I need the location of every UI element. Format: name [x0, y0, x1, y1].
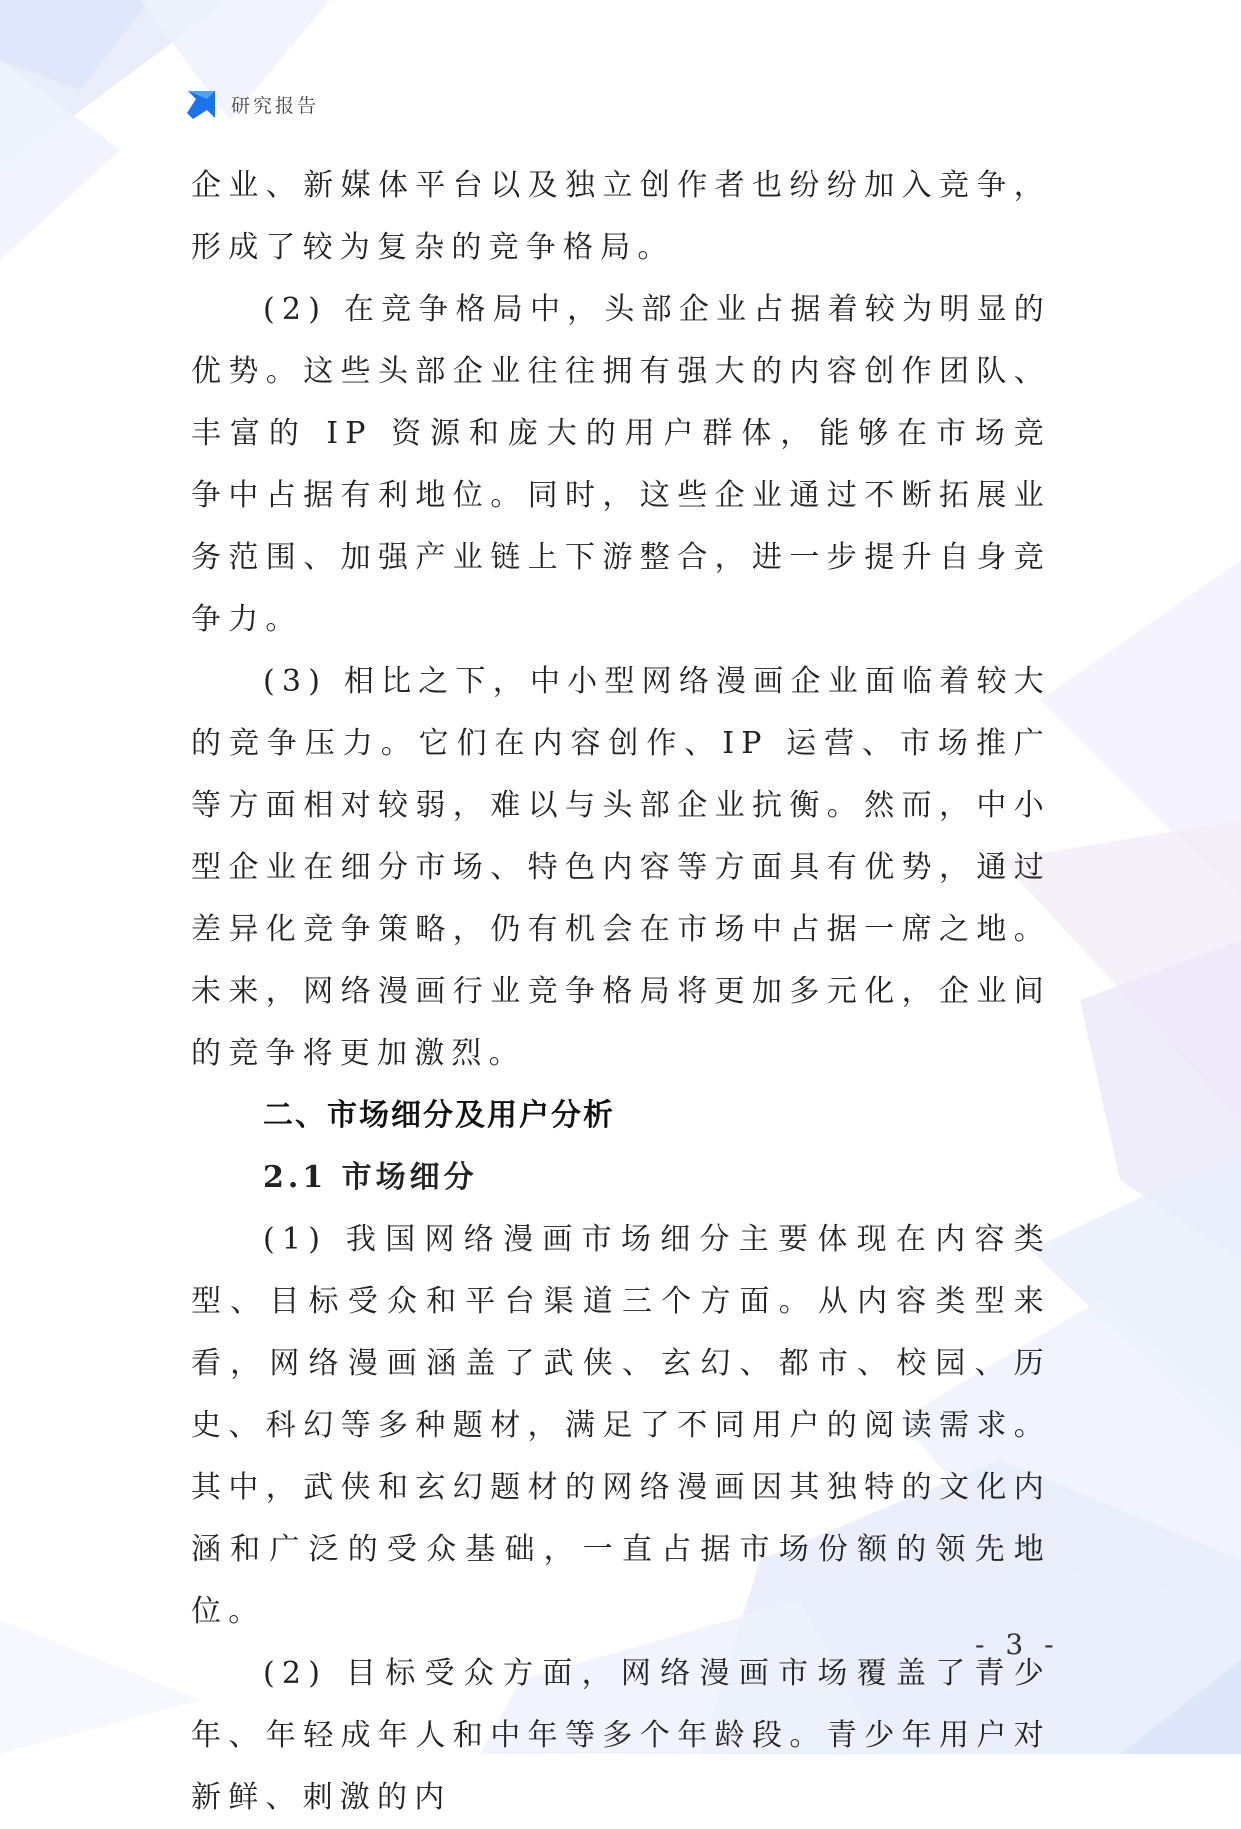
report-header	[185, 87, 319, 121]
paragraph-item-3: (3) 相比之下，中小型网络漫画企业面临着较大的竞争压力。它们在内容创作、IP 运营、市场推广等方面相对较弱，难以与头部企业抗衡。然而，中小型企业在细分市场、特色内容等方面具有优势，通过差异化竞争策略，仍有机会在市场中占据一席之地。未来，网络漫画行业竞争格局将更加多元化，企业间的竞争将更加激烈。	[191, 664, 1051, 1071]
header-title: 研究报告	[231, 94, 320, 117]
diagonal-arrow-logo-icon	[185, 87, 219, 121]
page-number: - 3 -	[975, 1628, 1060, 1661]
subsection-heading: 2.1 市场细分	[263, 1160, 478, 1195]
paragraph-section-item-2: (2) 目标受众方面，网络漫画市场覆盖了青少年、年轻成年人和中年等多个年龄段。青少年用户对新鲜、刺激的内	[191, 1656, 1051, 1815]
document-body	[191, 155, 1051, 1829]
paragraph-section-item-1: (1) 我国网络漫画市场细分主要体现在内容类型、目标受众和平台渠道三个方面。从内容类型来看，网络漫画涵盖了武侠、玄幻、都市、校园、历史、科幻等多种题材，满足了不同用户的阅读需求。其中，武侠和玄幻题材的网络漫画因其独特的文化内涵和广泛的受众基础，一直占据市场份额的领先地位。	[191, 1222, 1051, 1629]
paragraph-continued: 企业、新媒体平台以及独立创作者也纷纷加入竞争，形成了较为复杂的竞争格局。	[191, 168, 1051, 265]
paragraph-item-2: (2) 在竞争格局中，头部企业占据着较为明显的优势。这些头部企业往往拥有强大的内容创作团队、丰富的 IP 资源和庞大的用户群体，能够在市场竞争中占据有利地位。同时，这些企业通过不断拓展业务范围、加强产业链上下游整合，进一步提升自身竞争力。	[191, 292, 1051, 637]
section-heading: 二、市场细分及用户分析	[263, 1098, 615, 1133]
